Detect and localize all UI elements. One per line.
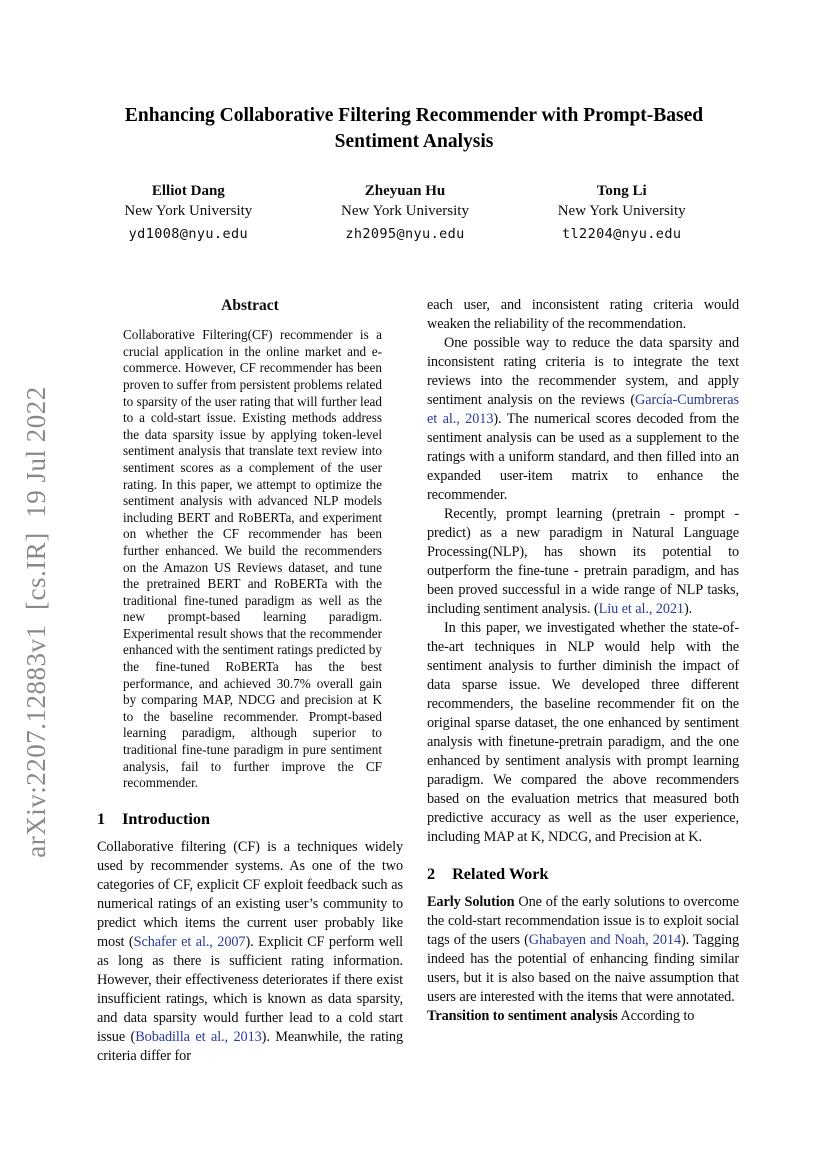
citation-link[interactable]: Liu et al., 2021 [598, 601, 684, 617]
text-run: One possible way to reduce the data sparsity and inconsistent rating criteria is to integrate the text reviews into the recommender system, and apply sentiment analysis on the reviews ( [427, 335, 739, 408]
text-run: ). The numerical scores decoded from the sentiment analysis can be used as a supplement to the ratings with a uniform standard, and then filled into an expanded user-item matrix to enhance the recommender. [427, 411, 740, 503]
author-affiliation: New York University [557, 203, 686, 219]
section-number: 2 [427, 865, 436, 883]
related-work-paragraphs [427, 893, 739, 1026]
introduction-paragraphs [97, 838, 403, 1066]
text-run: ). Tagging indeed has the potential of enhancing finding similar users, but it is also based on the naive assumption that users are interested with the items that were annotated. [427, 932, 739, 1005]
paper-title-line1: Enhancing Collaborative Filtering Recommender with Prompt-Based [124, 105, 704, 126]
section-title: Introduction [122, 809, 210, 828]
author-3 [513, 181, 730, 244]
paragraph [97, 838, 403, 1066]
citation-link[interactable]: Ghabayen and Noah, 2014 [528, 932, 681, 948]
author-affiliation: New York University [341, 203, 469, 219]
section-title: Related Work [452, 865, 549, 883]
paragraph [427, 1007, 739, 1026]
text-run: One of the early solutions to overcome the cold-start recommendation issue is to exploit social tags of the users ( [427, 894, 739, 948]
paragraph-lead: Early Solution [427, 894, 515, 910]
paragraph-lead: Transition to sentiment analysis [427, 1008, 618, 1024]
paragraph [427, 619, 739, 847]
arxiv-watermark: arXiv:2207.12883v1 [cs.IR] 19 Jul 2022 [21, 386, 51, 858]
author-email: tl2204@nyu.edu [561, 226, 682, 242]
section-heading-related-work [427, 864, 739, 884]
text-run: According to [617, 1008, 695, 1024]
text-run: ). [683, 601, 693, 617]
author-block [80, 181, 730, 244]
author-email: zh2095@nyu.edu [345, 226, 465, 242]
citation-link[interactable]: García-Cumbreras et al., 2013 [427, 392, 739, 427]
paper-title-line2: Sentiment Analysis [334, 131, 494, 152]
text-run: each user, and inconsistent rating criteria would weaken the reliability of the recommendation. [427, 297, 739, 332]
introduction-continued-paragraphs [427, 296, 739, 847]
text-run: ). Explicit CF perform well as long as there is sufficient rating information. However, their effectiveness deteriorates if there exist insufficient ratings, which is known as data sparsity, and data sparsity would further lead to a cold start issue ( [97, 933, 403, 1045]
author-2 [297, 181, 514, 244]
paragraph [427, 893, 739, 1007]
author-name: Zheyuan Hu [364, 183, 446, 199]
section-number: 1 [97, 809, 106, 828]
author-name: Tong Li [596, 183, 647, 199]
right-column [427, 296, 739, 1026]
text-run: Recently, prompt learning (pretrain - prompt - predict) as a new paradigm in Natural Language Processing(NLP), has shown its potential to outperform the fine-tune - pretrain paradigm, and has been proved successful in a wide range of NLP tasks, including sentiment analysis. ( [427, 506, 739, 617]
section-heading-introduction [97, 809, 403, 829]
author-email: yd1008@nyu.edu [128, 226, 249, 242]
author-1 [80, 181, 297, 244]
citation-link[interactable]: Schafer et al., 2007 [133, 933, 246, 950]
paper-title [60, 103, 768, 155]
paragraph [427, 334, 739, 505]
text-run: In this paper, we investigated whether the state-of-the-art techniques in NLP would help with the sentiment analysis to further diminish the impact of data sparse issue. We developed three different recommenders, the baseline recommender fit on the original sparse dataset, the one enhanced by sentiment analysis with finetune-pretrain paradigm, and the one enhanced by sentiment analysis with prompt learning paradigm. We compared the above recommenders based on the evaluation metrics that measured both predictive accuracy as well as the user experience, including MAP at K, NDCG, and Precision at K. [427, 620, 739, 845]
text-run: Collaborative filtering (CF) is a techniques widely used by recommender systems. As one of the two categories of CF, explicit CF exploit feedback such as numerical ratings of an existing user’s community to predict which items the current user probably like most ( [97, 838, 403, 950]
author-affiliation: New York University [124, 203, 253, 219]
text-run: ). Meanwhile, the rating criteria differ for [97, 1028, 403, 1064]
left-column [97, 296, 403, 1066]
citation-link[interactable]: Bobadilla et al., 2013 [135, 1028, 262, 1045]
paragraph [427, 505, 739, 619]
abstract-text: Collaborative Filtering(CF) recommender is a crucial application in the online market and e-commerce. However, CF recommender has been proven to suffer from persistent problems related to sparsity of the user rating that will further lead to a cold-start issue. Existing methods address the data sparsity issue by applying token-level sentiment analysis that translate text review into sentiment scores as a complement of the user rating. In this paper, we attempt to optimize the sentiment analysis with advanced NLP models including BERT and RoBERTa, and experiment on whether the CF recommender has been further enhanced. We build the recommenders on the Amazon US Reviews dataset, and tune the pretrained BERT and RoBERTa with the traditional fine-tuned paradigm as well as the new prompt-based learning paradigm. Experimental result shows that the recommender enhanced with the sentiment ratings predicted by the fine-tuned RoBERTa has the best performance, and achieved 30.7% overall gain by comparing MAP, NDCG and precision at K to the baseline recommender. Prompt-based learning paradigm, although superior to traditional fine-tune paradigm in pure sentiment analysis, fail to further improve the CF recommender. [123, 327, 382, 791]
author-name: Elliot Dang [151, 183, 225, 199]
abstract-heading: Abstract [221, 297, 279, 314]
paragraph [427, 296, 739, 334]
